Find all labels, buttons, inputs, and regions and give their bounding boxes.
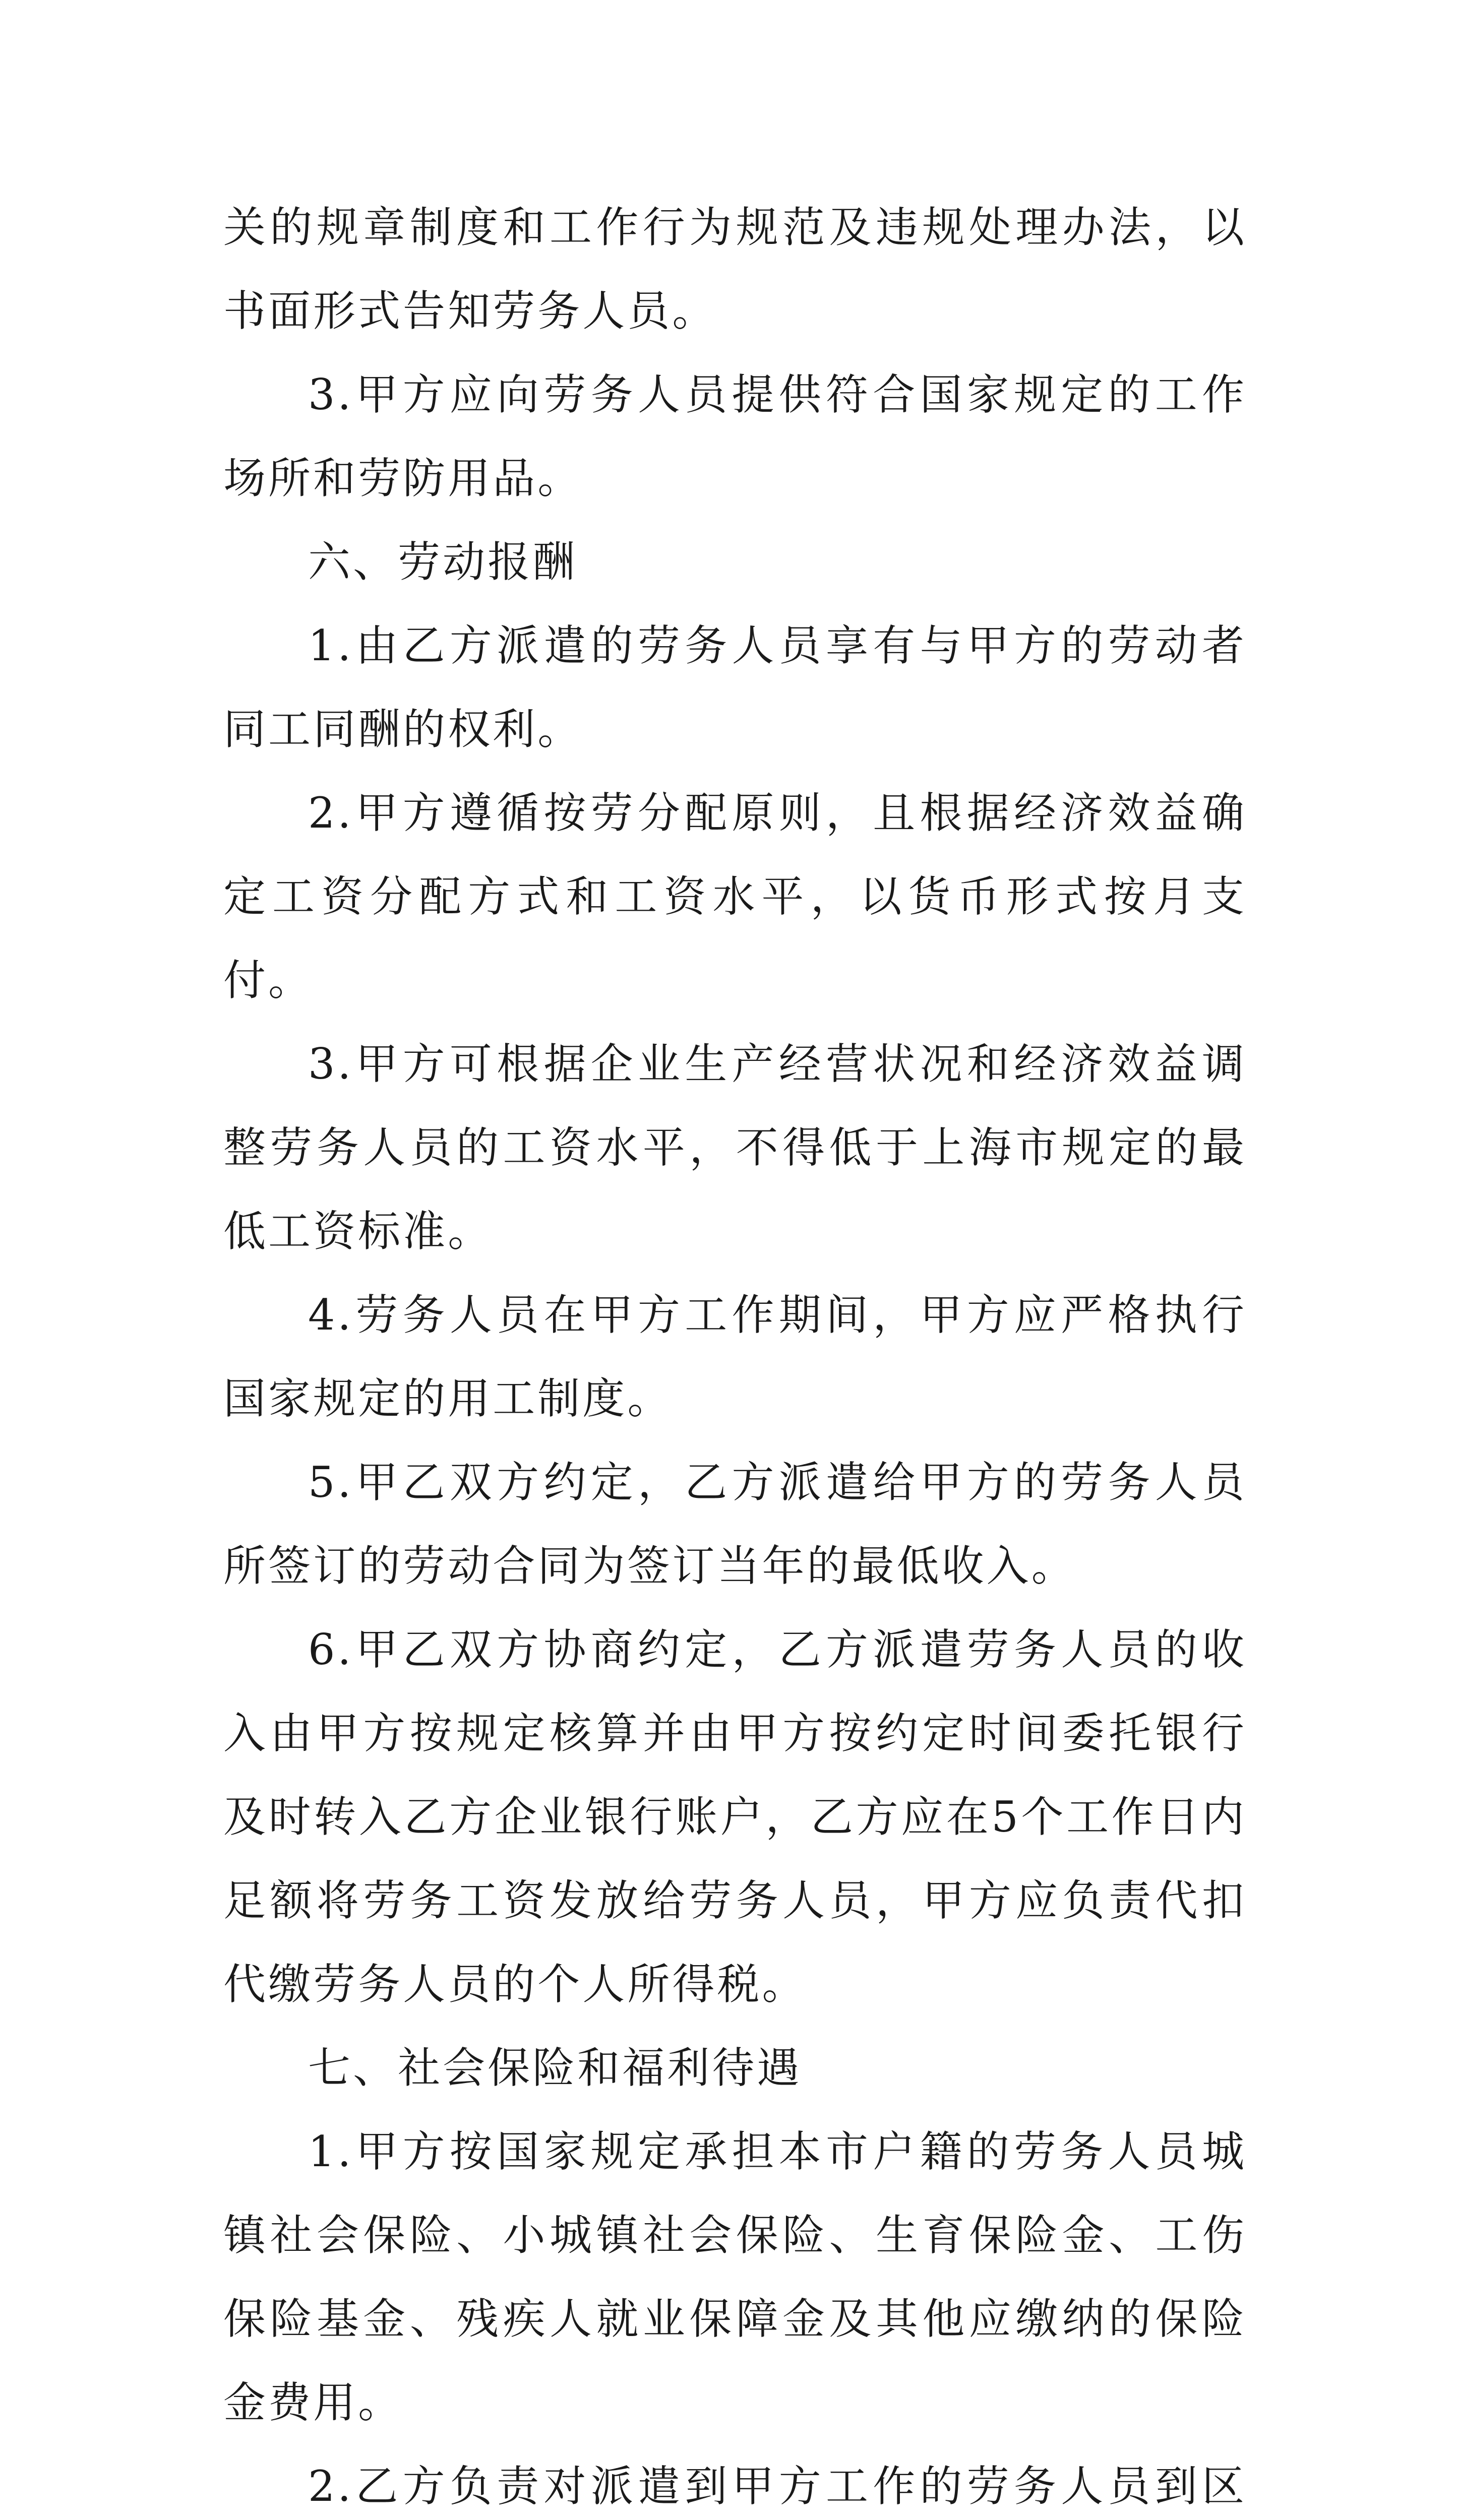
document-body — [223, 185, 1247, 2520]
paragraph: 5.甲乙双方约定，乙方派遣给甲方的劳务人员所签订的劳动合同为签订当年的最低收入。 — [223, 1458, 1247, 1591]
paragraph: 1.甲方按国家规定承担本市户籍的劳务人员城镇社会保险、小城镇社会保险、生育保险金、工伤保险基金、残疾人就业保障金及其他应缴纳的保险金费用。 — [223, 2127, 1247, 2427]
section-heading: 七、社会保险和福利待遇 — [308, 2043, 802, 2093]
paragraph: 3.甲方应向劳务人员提供符合国家规定的工作场所和劳防用品。 — [223, 370, 1247, 503]
paragraph: 2.甲方遵循按劳分配原则，且根据经济效益确定工资分配方式和工资水平，以货币形式按月支付。 — [223, 788, 1247, 1005]
section-heading: 六、劳动报酬 — [308, 537, 578, 587]
paragraph: 关的规章制度和工作行为规范及违规处理办法，以书面形式告知劳务人员。 — [223, 203, 1247, 336]
paragraph: 2.乙方负责对派遣到甲方工作的劳务人员到区 — [308, 2462, 1247, 2511]
paragraph: 4.劳务人员在甲方工作期间，甲方应严格执行国家规定的用工制度。 — [223, 1290, 1247, 1423]
paragraph: 3.甲方可根据企业生产经营状况和经济效益调整劳务人员的工资水平，不得低于上海市规定的最低工资标准。 — [223, 1039, 1247, 1256]
paragraph: 1.由乙方派遣的劳务人员享有与甲方的劳动者同工同酬的权利。 — [223, 621, 1247, 754]
paragraph: 6.甲乙双方协商约定，乙方派遣劳务人员的收入由甲方按规定核算并由甲方按约定时间委托银行及时转入乙方企业银行账户，乙方应在5个工作日内足额将劳务工资发放给劳务人员，甲方应负责代扣代缴劳务人员的个人所得税。 — [223, 1625, 1247, 2009]
